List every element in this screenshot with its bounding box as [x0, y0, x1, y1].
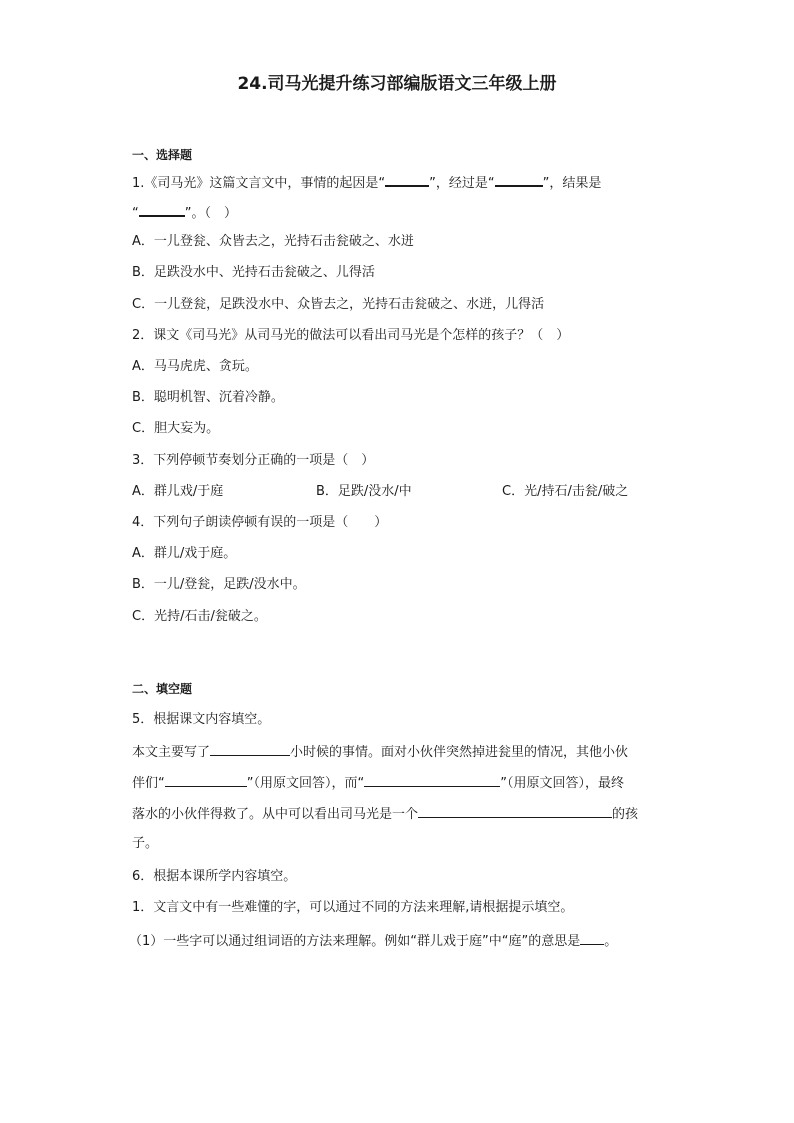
q6-sub-1-1: [129, 931, 617, 951]
section-heading-fill: 二、填空题: [132, 682, 193, 696]
question-2-stem: 2．课文《司马光》从司马光的做法可以看出司马光是个怎样的孩子？（ ）: [132, 328, 570, 343]
q5-text-d: ”（用原文回答），而“: [246, 776, 365, 791]
question-5-stem: 5．根据课文内容填空。: [132, 712, 271, 727]
q6-text-b: 。: [604, 934, 618, 949]
question-4-stem: 4．下列句子朗读停顿有误的一项是（ ）: [132, 515, 388, 530]
q3-option-b[interactable]: B．足跌/没水/中: [316, 484, 412, 499]
q1-blank-cause[interactable]: [385, 172, 429, 187]
q3-option-c[interactable]: C．光/持石/击瓮/破之: [502, 484, 629, 499]
q5-line-2: [132, 773, 624, 793]
q5-blank-trait[interactable]: [418, 804, 612, 818]
q1-text-d: “: [132, 206, 139, 221]
q5-text-f: 落水的小伙伴得救了。从中可以看出司马光是一个: [132, 807, 419, 822]
question-1-line-1: [132, 172, 601, 193]
q4-option-b[interactable]: B．一儿/登瓮，足跌/没水中。: [132, 577, 306, 592]
q1-option-a[interactable]: A．一儿登瓮、众皆去之，光持石击瓮破之、水迸: [132, 234, 414, 249]
q5-blank-person[interactable]: [210, 742, 290, 756]
question-1-line-2: [132, 202, 237, 223]
q3-option-a[interactable]: A．群儿戏/于庭: [132, 484, 224, 499]
q1-blank-result[interactable]: [139, 202, 185, 217]
q1-blank-process[interactable]: [495, 172, 543, 187]
q1-text-c: ”，结果是: [542, 176, 602, 191]
q5-text-e: ”（用原文回答），最终: [500, 776, 624, 791]
q1-option-c[interactable]: C．一儿登瓮，足跌没水中、众皆去之，光持石击瓮破之、水迸，儿得活: [132, 297, 545, 312]
q1-option-b[interactable]: B．足跌没水中、光持石击瓮破之、儿得活: [132, 265, 375, 280]
q5-text-c: 伴们“: [132, 776, 165, 791]
q5-line-3: [132, 804, 638, 824]
q5-text-a: 本文主要写了: [132, 745, 211, 760]
q6-blank-ting[interactable]: [580, 931, 604, 945]
q6-sub-1: 1．文言文中有一些难懂的字，可以通过不同的方法来理解,请根据提示填空。: [132, 900, 574, 915]
q5-line-4: 子。: [132, 836, 159, 851]
question-6-stem: 6．根据本课所学内容填空。: [132, 869, 297, 884]
q6-text-a: （1）一些字可以通过组词语的方法来理解。例如“群儿戏于庭”中“庭”的意思是: [129, 934, 581, 949]
q2-option-c[interactable]: C．胆大妄为。: [132, 421, 220, 436]
section-heading-choice: 一、选择题: [132, 148, 193, 162]
q1-text-a: 1.《司马光》这篇文言文中，事情的起因是“: [132, 176, 386, 191]
page-title: 24.司马光提升练习部编版语文三年级上册: [237, 74, 557, 94]
q5-blank-others[interactable]: [165, 773, 247, 787]
q4-option-a[interactable]: A．群儿/戏于庭。: [132, 546, 237, 561]
q5-text-g: 的孩: [612, 807, 639, 822]
q5-text-b: 小时候的事情。面对小伙伴突然掉进瓮里的情况，其他小伙: [290, 745, 629, 760]
q1-text-b: ”，经过是“: [429, 176, 495, 191]
q1-text-e: ”。（ ）: [184, 206, 237, 221]
q4-option-c[interactable]: C．光持/石击/瓮破之。: [132, 609, 267, 624]
q5-blank-simaguang[interactable]: [364, 773, 500, 787]
q2-option-a[interactable]: A．马马虎虎、贪玩。: [132, 359, 258, 374]
q5-line-1: [132, 742, 628, 762]
q2-option-b[interactable]: B．聪明机智、沉着冷静。: [132, 390, 284, 405]
question-3-stem: 3．下列停顿节奏划分正确的一项是（ ）: [132, 453, 375, 468]
